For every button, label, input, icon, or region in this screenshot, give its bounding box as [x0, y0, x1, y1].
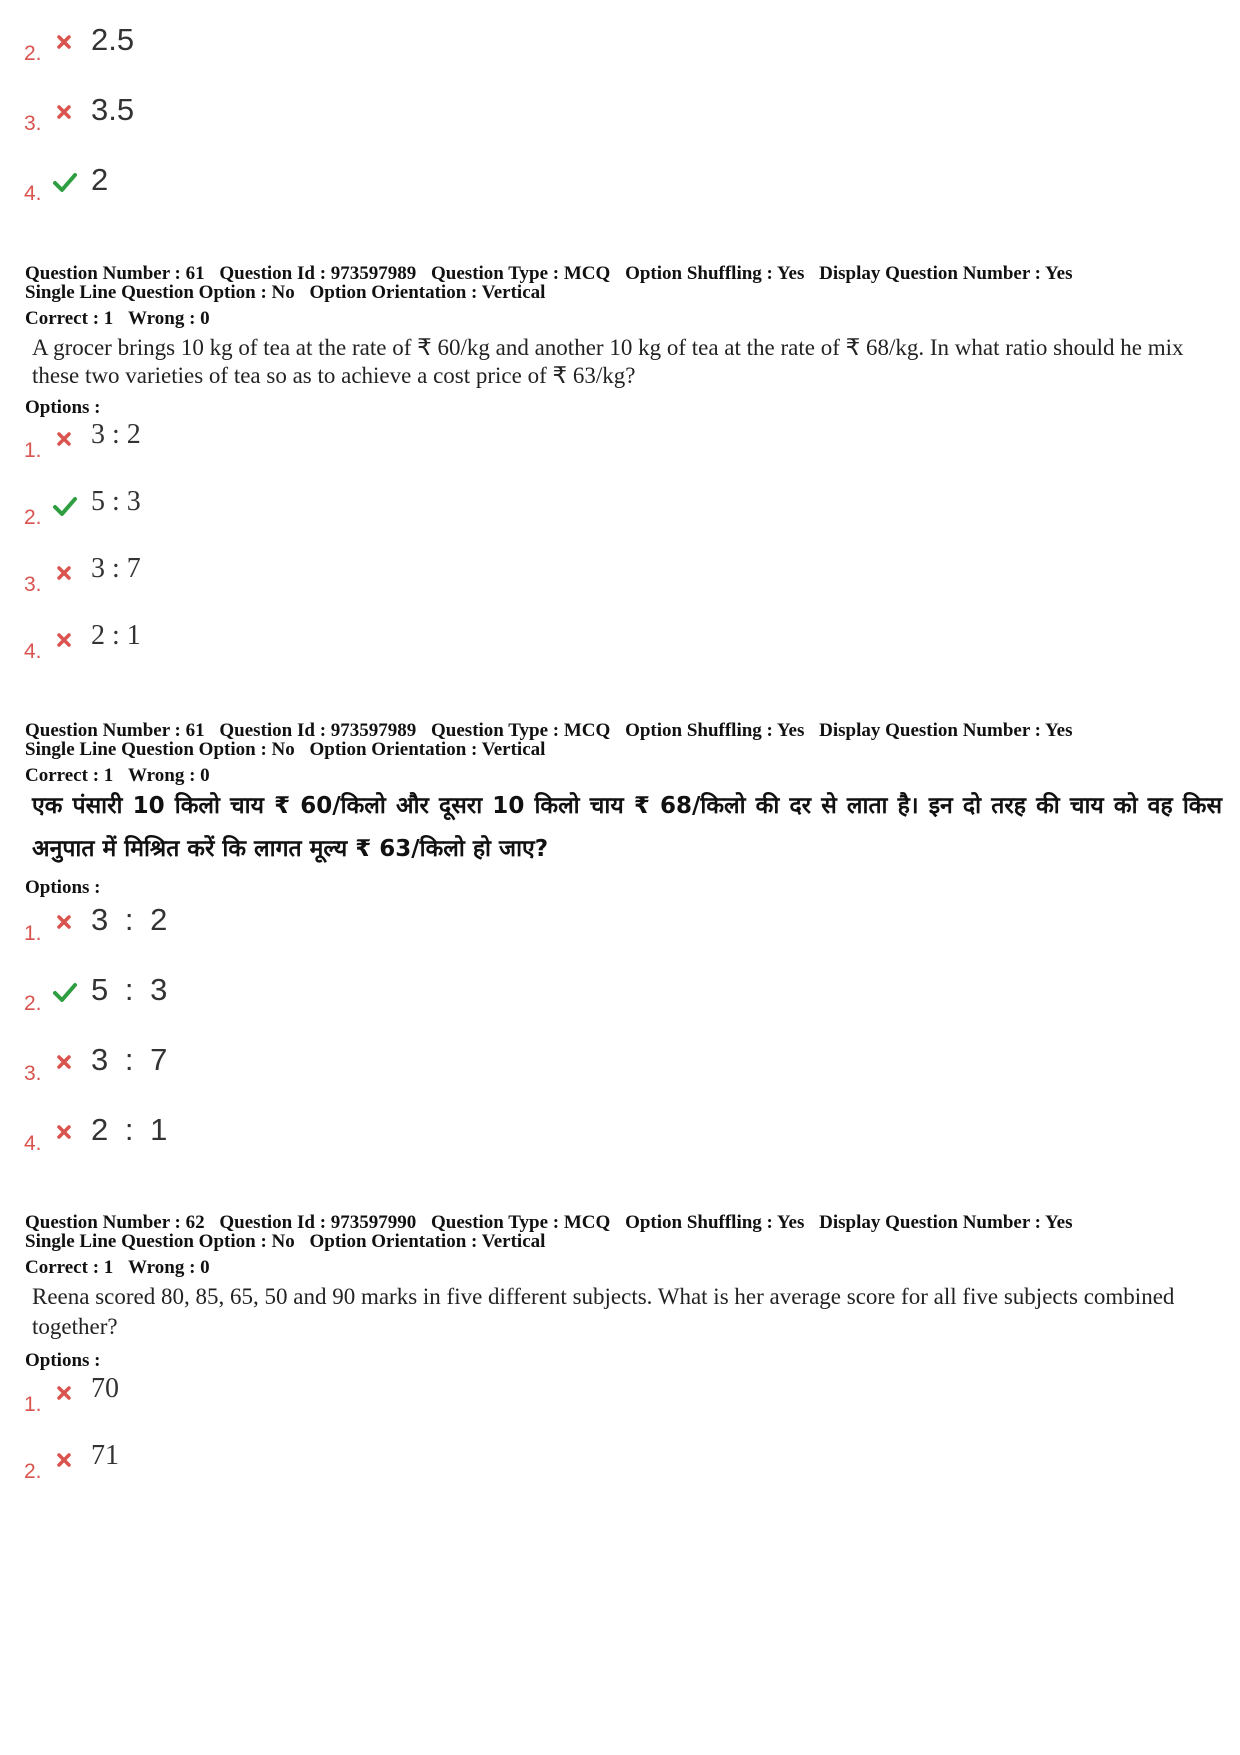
cross-icon: [52, 28, 78, 62]
option-text: 5 : 3: [91, 972, 172, 1007]
question-id: Question Id : 973597990: [219, 1212, 417, 1233]
marks-line: [25, 765, 210, 787]
single-line-option: Single Line Question Option : No: [25, 1231, 295, 1252]
option-number: 2.: [24, 506, 42, 529]
option-number: 3.: [24, 112, 42, 135]
option-row: [24, 553, 624, 609]
wrong-marks: Wrong : 0: [128, 765, 210, 786]
option-shuffling: Option Shuffling : Yes: [625, 720, 805, 741]
option-text: 71: [91, 1440, 119, 1471]
check-icon: [52, 492, 78, 526]
option-text: 2 : 1: [91, 620, 141, 651]
option-number: 1.: [24, 1393, 42, 1416]
marks-line: [25, 308, 210, 330]
option-row: [24, 486, 624, 542]
single-line-option: Single Line Question Option : No: [25, 282, 295, 303]
option-number: 2.: [24, 42, 42, 65]
option-text: 3 : 7: [91, 553, 141, 584]
question-number: Question Number : 61: [25, 263, 205, 284]
option-number: 2.: [24, 1460, 42, 1483]
question-type: Question Type : MCQ: [431, 720, 611, 741]
option-text: 3 : 2: [91, 419, 141, 450]
option-orientation: Option Orientation : Vertical: [309, 282, 546, 303]
option-number: 3.: [24, 1062, 42, 1085]
option-orientation: Option Orientation : Vertical: [309, 739, 546, 760]
question-meta-line: [25, 282, 545, 304]
cross-icon: [52, 1118, 78, 1152]
question-text: एक पंसारी 10 किलो चाय ₹ 60/किलो और दूसरा 10 किलो चाय ₹ 68/किलो की दर से लाता है। इन दो तरह की चाय को वह किस अनुपात में मिश्रित करें कि लागत मूल्य ₹ 63/किलो हो जाए?: [32, 793, 1222, 862]
wrong-marks: Wrong : 0: [128, 308, 210, 329]
option-row: [24, 22, 624, 78]
correct-marks: Correct : 1: [25, 308, 114, 329]
display-question-number: Display Question Number : Yes: [819, 263, 1073, 284]
option-text: 2 : 1: [91, 1112, 172, 1147]
question-number: Question Number : 62: [25, 1212, 205, 1233]
option-number: 4.: [24, 640, 42, 663]
option-number: 4.: [24, 182, 42, 205]
option-row: [24, 1373, 624, 1429]
option-number: 1.: [24, 439, 42, 462]
question-meta-line: [25, 739, 545, 761]
question-meta-line: [25, 1231, 545, 1253]
option-number: 2.: [24, 992, 42, 1015]
options-label: Options :: [25, 1350, 101, 1371]
option-number: 4.: [24, 1132, 42, 1155]
option-row: [24, 902, 624, 958]
question-type: Question Type : MCQ: [431, 1212, 611, 1233]
question-id: Question Id : 973597989: [219, 263, 417, 284]
wrong-marks: Wrong : 0: [128, 1257, 210, 1278]
cross-icon: [52, 908, 78, 942]
option-number: 1.: [24, 922, 42, 945]
options-label: Options :: [25, 877, 101, 898]
options-label: Options :: [25, 397, 101, 418]
check-icon: [52, 978, 78, 1012]
option-shuffling: Option Shuffling : Yes: [625, 263, 805, 284]
option-text: 2.5: [91, 22, 135, 57]
cross-icon: [52, 425, 78, 459]
display-question-number: Display Question Number : Yes: [819, 1212, 1073, 1233]
question-text: Reena scored 80, 85, 65, 50 and 90 marks in five different subjects. What is her average score for all five subjects combined together?: [32, 1284, 1175, 1339]
option-text: 3 : 2: [91, 902, 172, 937]
option-text: 2: [91, 162, 109, 197]
marks-line: [25, 1257, 210, 1279]
correct-marks: Correct : 1: [25, 765, 114, 786]
option-row: [24, 972, 624, 1028]
cross-icon: [52, 1048, 78, 1082]
option-row: [24, 1112, 624, 1168]
option-row: [24, 1042, 624, 1098]
question-number: Question Number : 61: [25, 720, 205, 741]
correct-marks: Correct : 1: [25, 1257, 114, 1278]
cross-icon: [52, 1446, 78, 1480]
option-text: 5 : 3: [91, 486, 141, 517]
question-text: A grocer brings 10 kg of tea at the rate of ₹ 60/kg and another 10 kg of tea at the rate of ₹ 68/kg. In what ratio should he mix these two varieties of tea so as to achieve a cost price of ₹ 63/kg?: [32, 335, 1184, 388]
question-id: Question Id : 973597989: [219, 720, 417, 741]
display-question-number: Display Question Number : Yes: [819, 720, 1073, 741]
check-icon: [52, 168, 78, 202]
option-number: 3.: [24, 573, 42, 596]
cross-icon: [52, 98, 78, 132]
option-text: 70: [91, 1373, 119, 1404]
option-row: [24, 162, 624, 218]
option-orientation: Option Orientation : Vertical: [309, 1231, 546, 1252]
option-shuffling: Option Shuffling : Yes: [625, 1212, 805, 1233]
option-row: [24, 92, 624, 148]
option-row: [24, 620, 624, 676]
single-line-option: Single Line Question Option : No: [25, 739, 295, 760]
question-type: Question Type : MCQ: [431, 263, 611, 284]
option-text: 3 : 7: [91, 1042, 172, 1077]
cross-icon: [52, 626, 78, 660]
option-text: 3.5: [91, 92, 135, 127]
cross-icon: [52, 559, 78, 593]
option-row: [24, 419, 624, 475]
cross-icon: [52, 1379, 78, 1413]
option-row: [24, 1440, 624, 1496]
